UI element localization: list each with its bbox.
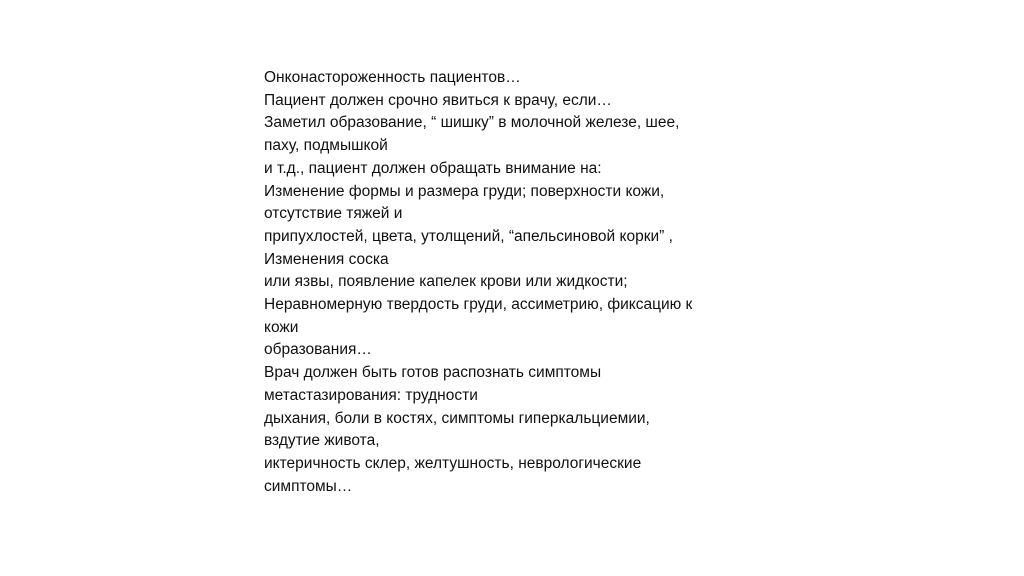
- text-line: Врач должен быть готов распознать симптомы: [264, 364, 602, 382]
- slide-text-block: [264, 67, 764, 498]
- text-line: иктеричность склер, желтушность, неврологические: [264, 454, 642, 472]
- text-line: отсутствие тяжей и: [264, 205, 403, 223]
- text-line: припухлостей, цвета, утолщений, “апельсиновой корки” ,: [264, 227, 673, 245]
- text-line: симптомы…: [264, 477, 353, 495]
- text-line: паху, подмышкой: [264, 137, 388, 155]
- text-line: Онконастороженность пациентов…: [264, 69, 521, 86]
- text-line: кожи: [264, 318, 299, 336]
- text-line: Неравномерную твердость груди, ассиметрию, фиксацию к: [264, 296, 693, 314]
- text-line: и т.д., пациент должен обращать внимание на:: [264, 159, 602, 177]
- text-line: Изменения соска: [264, 250, 389, 268]
- text-line: вздутие живота,: [264, 432, 380, 450]
- text-line: дыхания, боли в костях, симптомы гиперкальциемии,: [264, 409, 650, 427]
- text-line: метастазирования: трудности: [264, 386, 478, 404]
- text-line: Изменение формы и размера груди; поверхности кожи,: [264, 182, 665, 200]
- text-line: образования…: [264, 341, 372, 359]
- text-line: Пациент должен срочно явиться к врачу, если…: [264, 91, 612, 109]
- text-line: Заметил образование, “ шишку” в молочной железе, шее,: [264, 114, 680, 132]
- text-line: или язвы, появление капелек крови или жидкости;: [264, 273, 628, 291]
